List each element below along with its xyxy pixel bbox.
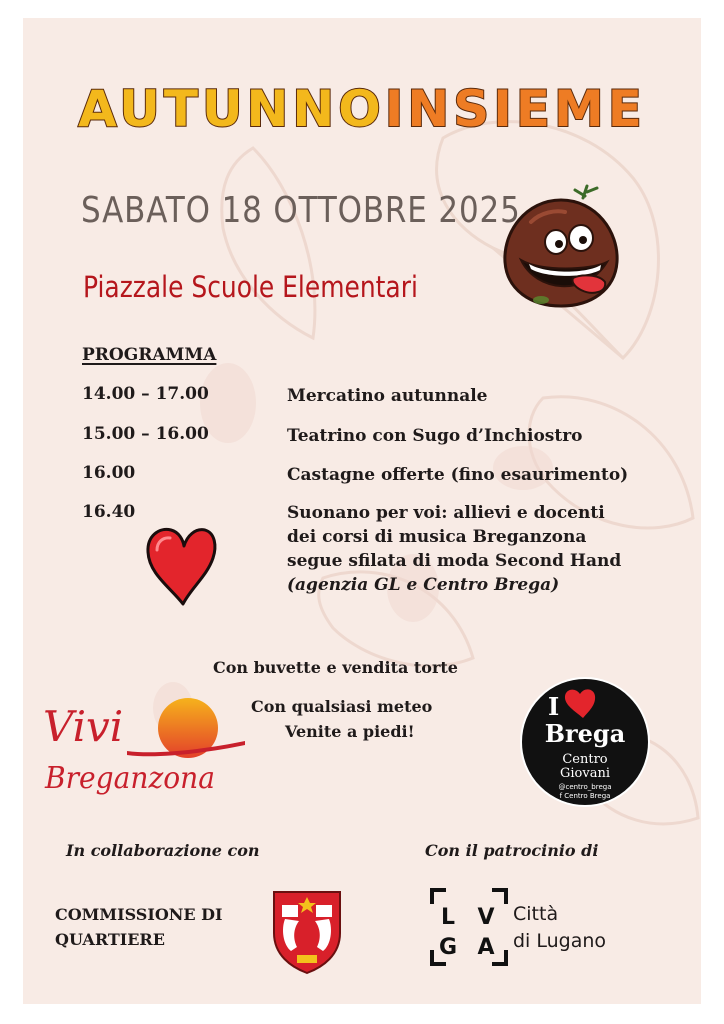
- buvette-text: Con buvette e vendita torte: [213, 658, 458, 677]
- vivi-text: Vivi: [43, 702, 124, 751]
- commissione-line: QUARTIERE: [55, 930, 165, 949]
- programma-desc-line: Castagne offerte (fino esaurimento): [287, 465, 629, 485]
- lvga-letter: V: [477, 905, 495, 930]
- lvga-letter: G: [438, 935, 458, 960]
- lvga-lugano-logo-icon: [428, 886, 510, 968]
- programma-time: 16.00: [82, 463, 136, 483]
- brega-giovani-text: Giovani: [560, 766, 610, 781]
- brega-i-text: I: [548, 692, 560, 721]
- chestnut-mascot-icon: [501, 182, 621, 312]
- poster-title: [23, 80, 701, 138]
- programma-desc-line: Suonano per voi: allievi e docenti: [287, 503, 605, 523]
- heart-icon: [143, 522, 219, 608]
- meteo-text: Con qualsiasi meteo: [251, 697, 433, 716]
- coat-of-arms-icon: [271, 889, 343, 975]
- piedi-text: Venite a piedi!: [285, 722, 415, 741]
- citta-line: Città: [513, 903, 559, 925]
- programma-desc-line: Teatrino con Sugo d’Inchiostro: [287, 426, 583, 446]
- collaborazione-label: In collaborazione con: [66, 841, 260, 860]
- lvga-letter: A: [477, 935, 495, 960]
- brega-centro-text: Centro: [562, 752, 608, 767]
- programma-desc: [287, 463, 628, 487]
- programma-heading: PROGRAMMA: [82, 345, 217, 365]
- programma-time: 15.00 – 16.00: [82, 424, 209, 444]
- event-date: SABATO 18 OTTOBRE 2025: [81, 190, 521, 231]
- citta-line: di Lugano: [513, 930, 607, 952]
- brega-social-text: f Centro Brega: [559, 792, 611, 800]
- programma-time: 14.00 – 17.00: [82, 384, 209, 404]
- commissione-quartiere-text: [55, 902, 223, 952]
- programma-time: 16.40: [82, 502, 136, 522]
- lvga-letter: L: [440, 905, 456, 930]
- patrocinio-label: Con il patrocinio di: [425, 841, 599, 860]
- event-place: Piazzale Scuole Elementari: [83, 270, 418, 304]
- commissione-line: COMMISSIONE DI: [55, 905, 223, 924]
- i-love-brega-badge: [517, 674, 653, 810]
- programma-desc-line: Mercatino autunnale: [287, 386, 488, 406]
- event-poster: [23, 18, 701, 1004]
- programma-desc: [287, 384, 487, 408]
- vivi-breganzona-logo: [37, 693, 247, 803]
- programma-desc: [287, 501, 621, 597]
- brega-social-text: @centro_brega: [558, 783, 612, 791]
- breganzona-text: Breganzona: [44, 761, 215, 796]
- title-word-insieme: INSIEME: [384, 80, 646, 138]
- programma-desc-line: (agenzia GL e Centro Brega): [287, 575, 560, 595]
- programma-desc-line: dei corsi di musica Breganzona: [287, 527, 587, 547]
- title-word-autunno: AUTUNNO: [78, 80, 385, 138]
- programma-desc-line: segue sfilata di moda Second Hand: [287, 551, 622, 571]
- programma-desc: [287, 424, 583, 448]
- citta-di-lugano-text: [513, 901, 606, 955]
- brega-name-text: Brega: [544, 719, 626, 748]
